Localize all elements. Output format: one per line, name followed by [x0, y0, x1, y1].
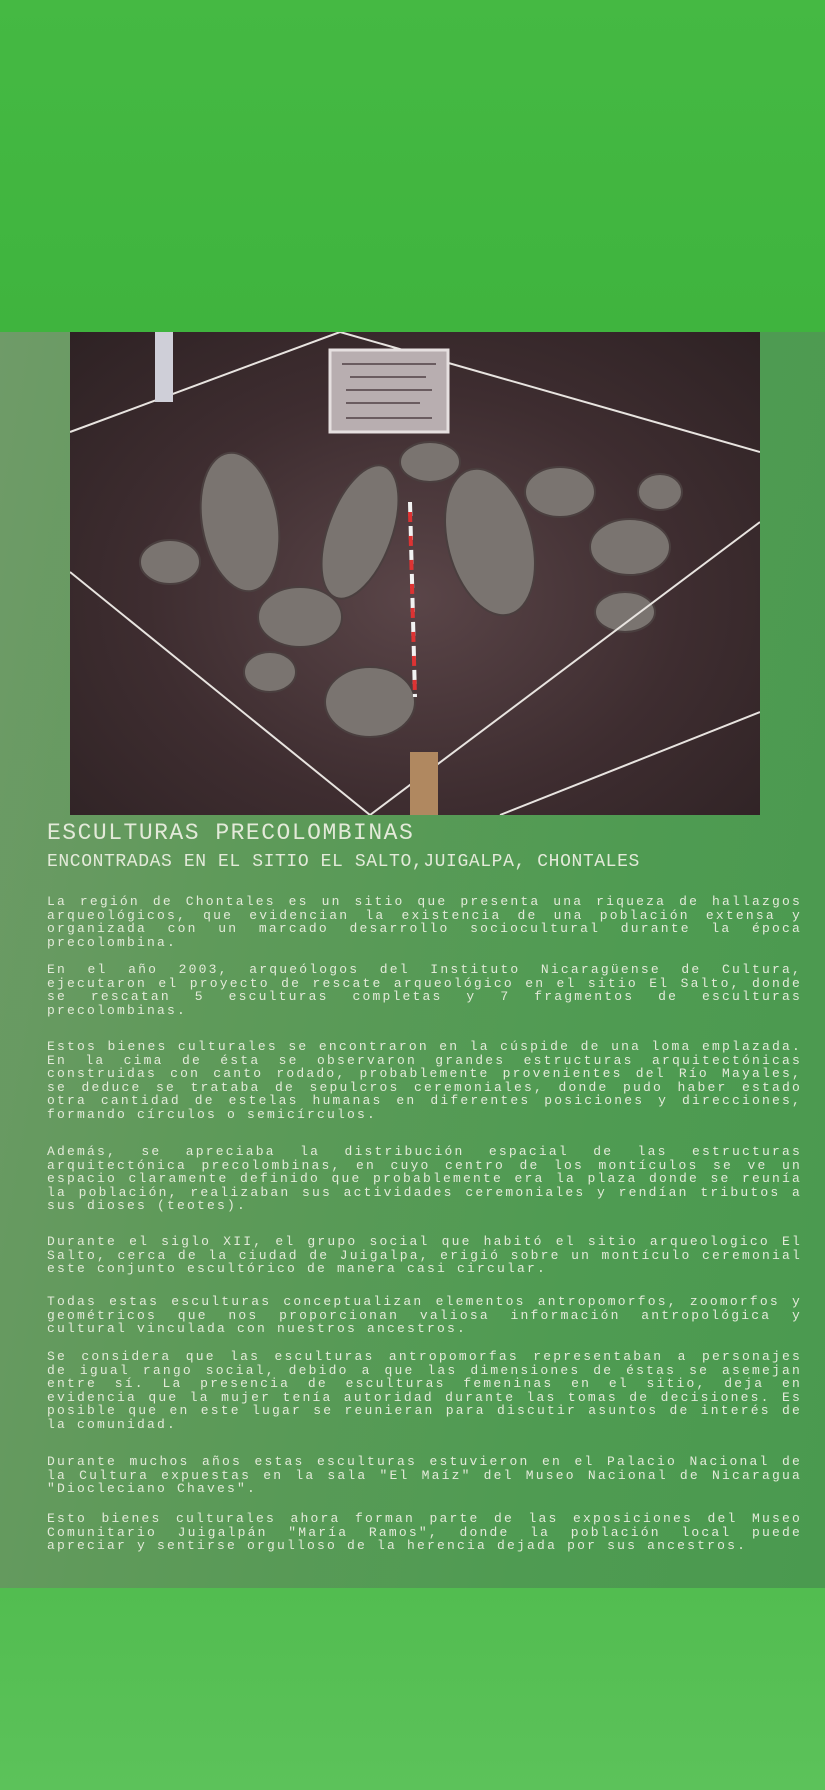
paragraph-3	[47, 1040, 802, 1122]
paragraph-line: Durante el siglo XII, el grupo social que habitó el sitio arqueologico El	[47, 1234, 802, 1249]
paragraph-2	[47, 963, 802, 1017]
paragraph-line: este conjunto escultórico de manera casi circular.	[47, 1261, 548, 1277]
paragraph-5	[47, 1235, 802, 1276]
paragraph-line: la Cultura expuestas en la sala "El Maíz" del Museo Nacional de Nicaragua	[47, 1467, 802, 1483]
paragraph-line: Además, se apreciaba la distribución espacial de las estructuras	[47, 1144, 802, 1159]
paragraph-line: Se considera que las esculturas antropomorfas representaban a personajes	[47, 1349, 802, 1364]
stone	[325, 667, 415, 737]
paragraph-line: la comunidad.	[47, 1416, 178, 1432]
stone	[190, 446, 289, 597]
paragraph-line: precolombinas.	[47, 1002, 188, 1018]
paragraph-line: Comunitario Juigalpán "María Ramos", donde la población local puede	[47, 1524, 802, 1540]
paragraph-line: arqueológicos, que evidencian la existencia de una población extensa y	[47, 907, 802, 923]
paragraph-line: evidencia que la mujer tenía autoridad durante las tomas de decisiones. Es	[47, 1389, 802, 1405]
stone	[595, 592, 655, 632]
paragraph-line: construidas con canto rodado, probablemente provenientes del Río Mayales,	[47, 1066, 802, 1082]
stone	[400, 442, 460, 482]
paragraph-line: La región de Chontales es un sitio que presenta una riqueza de hallazgos	[47, 894, 802, 909]
paragraph-line: En la cima de ésta se observaron grandes estructuras arquitectónicas	[47, 1052, 802, 1068]
stone	[590, 519, 670, 575]
paragraph-line: arquitectónica precolombinas, en cuyo centro de los montículos se ve un	[47, 1157, 802, 1173]
paragraph-line: la población, realizaban sus actividades ceremoniales y rendían tributos a	[47, 1184, 802, 1200]
paragraph-9	[47, 1512, 802, 1553]
paragraph-line: sus dioses (teotes).	[47, 1198, 248, 1214]
paragraph-line: de igual rango social, debido a que las dimensiones de éstas se asemejan	[47, 1362, 802, 1378]
paragraph-line: Salto, cerca de la ciudad de Juigalpa, erigió sobre un montículo ceremonial	[47, 1247, 802, 1263]
paragraph-6	[47, 1295, 802, 1336]
stone	[638, 474, 682, 510]
stone	[140, 540, 200, 584]
paragraph-line: geométricos que nos proporcionan valiosa información antropológica y	[47, 1307, 802, 1323]
paragraph-line: apreciar y sentirse orgulloso de la herencia dejada por sus ancestros.	[47, 1538, 748, 1554]
stone	[244, 652, 296, 692]
green-wall-bottom	[0, 1588, 825, 1790]
paragraph-line: Todas estas esculturas conceptualizan elementos antropomorfos, zoomorfos y	[47, 1294, 802, 1309]
paragraph-line: entre sí. La presencia de esculturas femeninas en el sitio, deja en	[47, 1376, 802, 1392]
panel-subtitle: ENCONTRADAS EN EL SITIO EL SALTO,JUIGALPA, CHONTALES	[47, 852, 640, 872]
paragraph-line: formando círculos o semicírculos.	[47, 1106, 378, 1122]
paragraph-line: Durante muchos años estas esculturas estuvieron en el Palacio Nacional de	[47, 1454, 802, 1469]
paragraph-8	[47, 1455, 802, 1496]
stone	[258, 587, 342, 647]
excavation-site-photo	[70, 332, 760, 815]
paragraph-line: Estos bienes culturales se encontraron en la cúspide de una loma emplazada.	[47, 1039, 802, 1054]
paragraph-line: espacio claramente definido que probablemente era la plaza donde se reunía	[47, 1171, 802, 1187]
paragraph-line: se rescatan 5 esculturas completas y 7 fragmentos de esculturas	[47, 989, 802, 1005]
stone	[525, 467, 595, 517]
paragraph-line: Esto bienes culturales ahora forman parte de las exposiciones del Museo	[47, 1511, 802, 1526]
paragraph-1	[47, 895, 802, 949]
stone	[306, 455, 414, 608]
paragraph-line: precolombina.	[47, 934, 178, 950]
panel-title: ESCULTURAS PRECOLOMBINAS	[47, 820, 415, 846]
paragraph-line: posible que en este lugar se reunieran para discutir asuntos de interés de	[47, 1403, 802, 1419]
paragraph-4	[47, 1145, 802, 1213]
paragraph-line: ejecutaron el proyecto de rescate arqueológico en el sitio El Salto, donde	[47, 975, 802, 991]
paragraph-line: otra cantidad de estelas humanas en diferentes posiciones y direcciones,	[47, 1093, 802, 1109]
paragraph-7	[47, 1350, 802, 1432]
paragraph-line: cultural vinculada con nuestros ancestros.	[47, 1321, 468, 1337]
green-wall-top	[0, 0, 825, 332]
paragraph-line: "Diocleciano Chaves".	[47, 1481, 258, 1497]
paragraph-line: se deduce se trataba de sepulcros ceremoniales, donde pudo haber estado	[47, 1079, 802, 1095]
paragraph-line: En el año 2003, arqueólogos del Instituto Nicaragüense de Cultura,	[47, 962, 802, 977]
paragraph-line: organizada con un marcado desarrollo sociocultural durante la época	[47, 921, 802, 937]
